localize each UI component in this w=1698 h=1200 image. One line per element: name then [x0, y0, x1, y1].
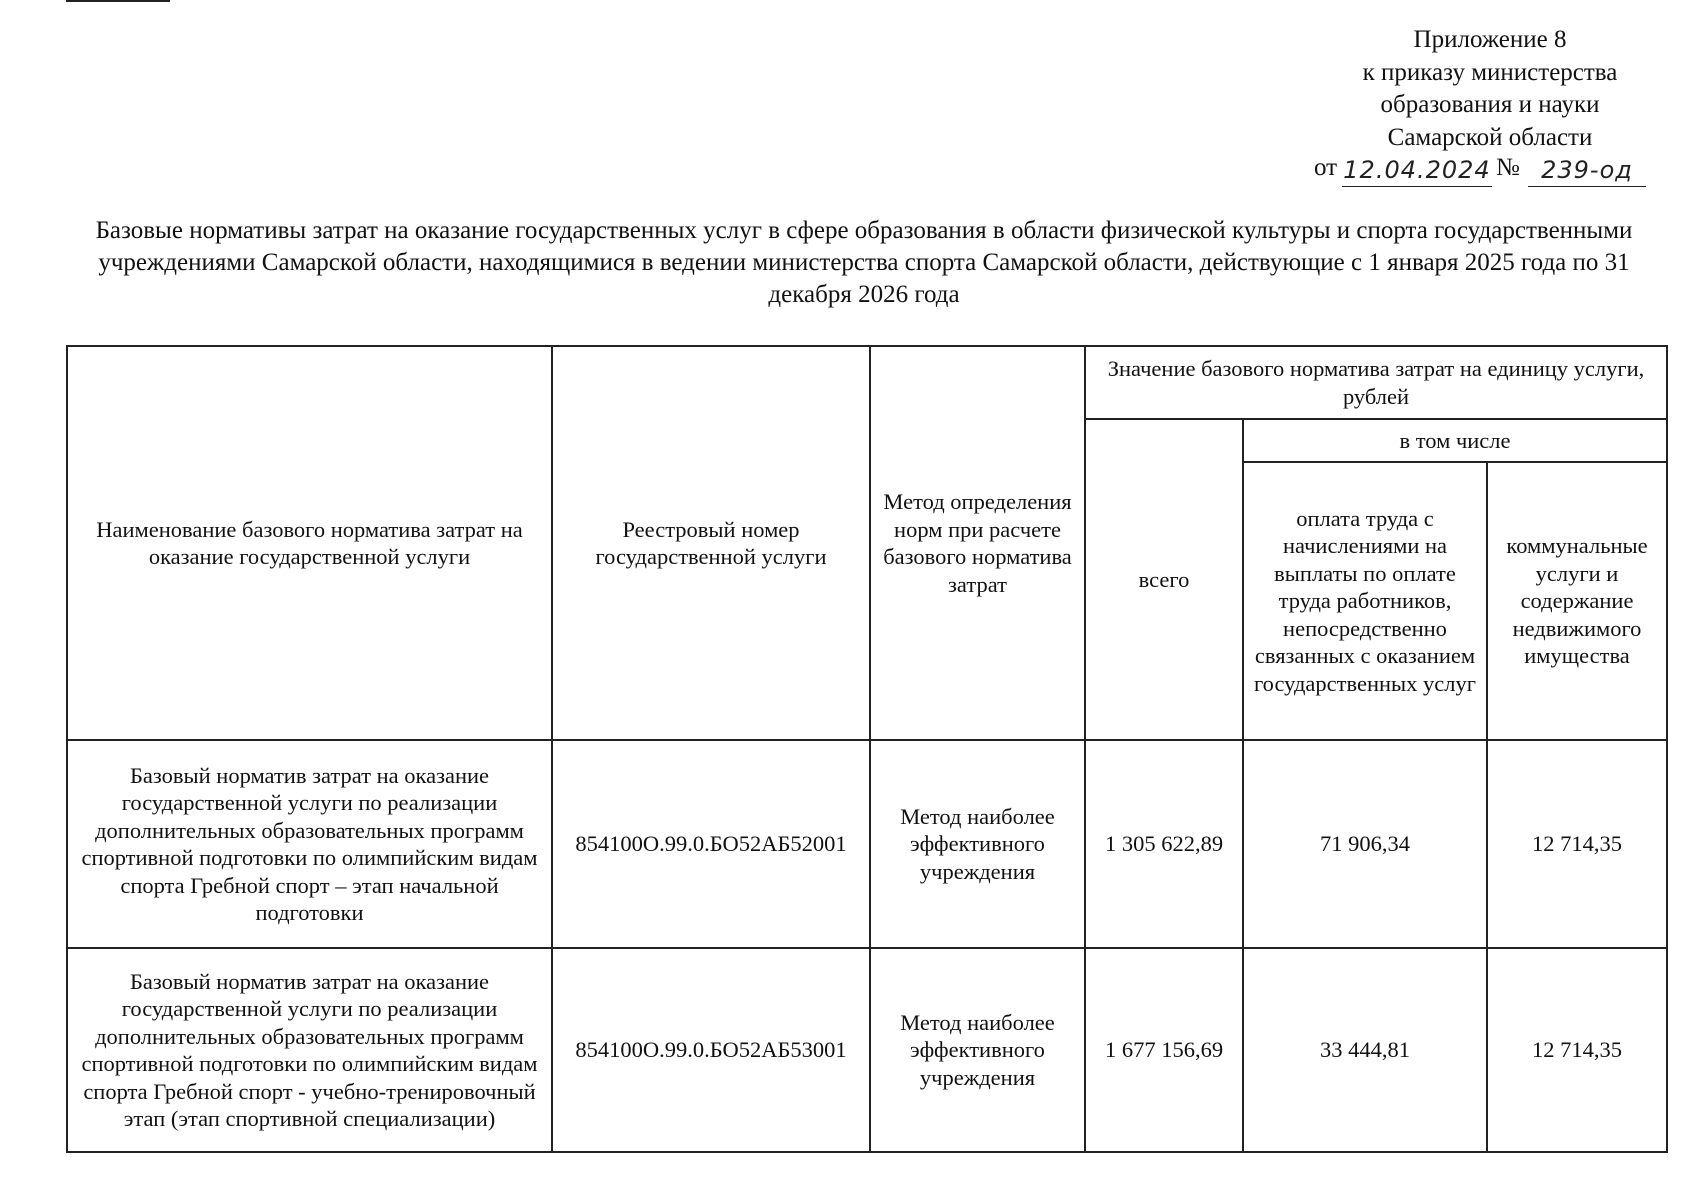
header-row-1: [67, 346, 1667, 419]
header-salary: оплата труда с начислениями на выплаты по оплате труда работников, непосредственно связанных с оказанием государственных услуг: [1243, 462, 1487, 740]
row-registry: 854100О.99.0.БО52АБ52001: [552, 740, 870, 948]
row-name: Базовый норматив затрат на оказание государственной услуги по реализации дополнительных образовательных программ спортивной подготовки по олимпийским видам спорта Гребной спорт – этап начальной подготовки: [67, 740, 552, 948]
row-utilities: 12 714,35: [1487, 948, 1667, 1152]
top-rule: [66, 0, 170, 2]
appendix-title: Приложение 8: [1413, 26, 1567, 53]
appendix-ministry-line: образования и науки: [1380, 91, 1600, 118]
row-name: Базовый норматив затрат на оказание государственной услуги по реализации дополнительных образовательных программ спортивной подготовки по олимпийским видам спорта Гребной спорт - учебно-тренировочный этап (этап спортивной специализации): [67, 948, 552, 1152]
header-including: в том числе: [1243, 419, 1667, 462]
date-label: от: [1314, 153, 1338, 181]
order-date-number-line: [1290, 154, 1690, 188]
document-title: Базовые нормативы затрат на оказание государственных услуг в сфере образования в области физической культуры и спорта государственными учреждениями Самарской области, находящимися в ведении министерства спорта Самарской области, действующие с 1 января 2025 года по 31 декабря 2026 года: [95, 217, 1633, 308]
row-salary: 71 906,34: [1243, 740, 1487, 948]
header-total: всего: [1085, 419, 1243, 740]
header-name: Наименование базового норматива затрат на оказание государственной услуги: [67, 346, 552, 740]
number-label: №: [1496, 153, 1520, 181]
row-salary: 33 444,81: [1243, 948, 1487, 1152]
appendix-header: [1290, 24, 1690, 188]
row-total: 1 305 622,89: [1085, 740, 1243, 948]
row-method: Метод наиболее эффективного учреждения: [870, 948, 1085, 1152]
header-method: Метод определения норм при расчете базового норматива затрат: [870, 346, 1085, 740]
row-utilities: 12 714,35: [1487, 740, 1667, 948]
handwritten-date: 12.04.2024: [1342, 154, 1492, 188]
row-total: 1 677 156,69: [1085, 948, 1243, 1152]
header-registry: Реестровый номер государственной услуги: [552, 346, 870, 740]
table-row: [67, 740, 1667, 948]
header-utilities: коммунальные услуги и содержание недвижимого имущества: [1487, 462, 1667, 740]
header-value-group: Значение базового норматива затрат на единицу услуги, рублей: [1085, 346, 1667, 419]
row-registry: 854100О.99.0.БО52АБ53001: [552, 948, 870, 1152]
norms-table: [66, 345, 1668, 1153]
table-row: [67, 948, 1667, 1152]
appendix-region-line: Самарской области: [1387, 123, 1593, 151]
appendix-order-line: к приказу министерства: [1362, 58, 1618, 86]
handwritten-number: 239-од: [1528, 154, 1646, 188]
row-method: Метод наиболее эффективного учреждения: [870, 740, 1085, 948]
